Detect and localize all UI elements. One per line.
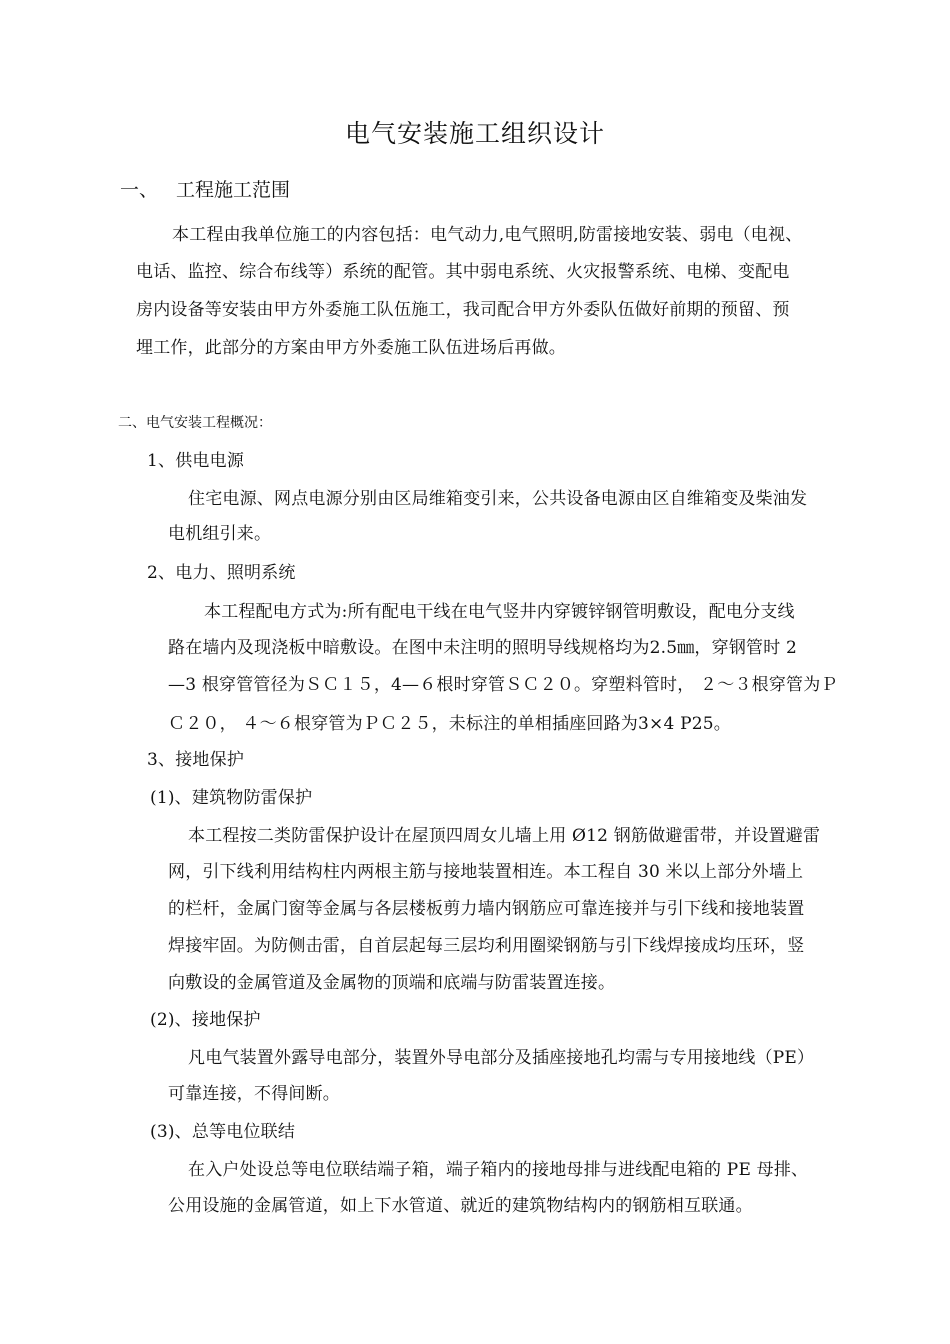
section-1-number: 一、 xyxy=(120,179,159,201)
document-title: 电气安装施工组织设计 xyxy=(344,119,605,148)
section-2-heading: 二、电气安装工程概况： xyxy=(118,415,272,431)
subsection-1-heading: 1、供电电源 xyxy=(147,451,245,471)
part-3-line-2: 公用设施的金属管道，如上下水管道、就近的建筑物结构内的钢筋相互联通。 xyxy=(168,1196,753,1216)
part-3-line-1: 在入户处设总等电位联结端子箱，端子箱内的接地母排与进线配电箱的 PE 母排、 xyxy=(188,1160,809,1180)
subsection-2-line-3: —3 根穿管管径为ＳＣ１５，4—６根时穿管ＳＣ２０。穿塑料管时， ２～３根穿管为Ｐ xyxy=(168,675,838,695)
subsection-2-heading: 2、电力、照明系统 xyxy=(147,563,296,583)
subsection-1-line-1: 住宅电源、网点电源分别由区局维箱变引来，公共设备电源由区自维箱变及柴油发 xyxy=(188,489,808,509)
section-1-line-3: 房内设备等安装由甲方外委施工队伍施工，我司配合甲方外委队伍做好前期的预留、预 xyxy=(136,300,790,320)
subsection-2-line-4: Ｃ２０， ４～６根穿管为ＰＣ２５，未标注的单相插座回路为3×4 P25。 xyxy=(168,714,731,734)
part-1-line-1: 本工程按二类防雷保护设计在屋顶四周女儿墙上用 Ø12 钢筋做避雷带，并设置避雷 xyxy=(188,826,821,846)
subsection-2-line-1: 本工程配电方式为:所有配电干线在电气竖井内穿镀锌钢管明敷设，配电分支线 xyxy=(204,602,795,622)
part-2-line-1: 凡电气装置外露导电部分，装置外导电部分及插座接地孔均需与专用接地线（PE） xyxy=(188,1048,815,1068)
part-2-heading: (2)、接地保护 xyxy=(150,1010,261,1030)
section-1-line-4: 埋工作，此部分的方案由甲方外委施工队伍进场后再做。 xyxy=(136,338,566,358)
subsection-1-line-2: 电机组引来。 xyxy=(168,524,272,544)
section-1-line-2: 电话、监控、综合布线等）系统的配管。其中弱电系统、火灾报警系统、电梯、变配电 xyxy=(136,262,790,282)
part-1-heading: (1)、建筑物防雷保护 xyxy=(150,788,313,808)
part-1-line-4: 焊接牢固。为防侧击雷，自首层起每三层均利用圈梁钢筋与引下线焊接成均压环，竖 xyxy=(168,936,805,956)
section-1-heading: 工程施工范围 xyxy=(176,179,291,201)
subsection-2-line-2: 路在墙内及现浇板中暗敷设。在图中未注明的照明导线规格均为2.5㎜，穿钢管时 2 xyxy=(168,638,798,658)
part-2-line-2: 可靠连接，不得间断。 xyxy=(168,1084,340,1104)
subsection-3-heading: 3、接地保护 xyxy=(147,750,245,770)
part-1-line-2: 网，引下线利用结构柱内两根主筋与接地装置相连。本工程自 30 米以上部分外墙上 xyxy=(168,862,804,882)
part-3-heading: (3)、总等电位联结 xyxy=(150,1122,296,1142)
section-1-line-1: 本工程由我单位施工的内容包括：电气动力,电气照明,防雷接地安装、弱电（电视、 xyxy=(172,225,803,245)
part-1-line-5: 向敷设的金属管道及金属物的顶端和底端与防雷装置连接。 xyxy=(168,973,616,993)
part-1-line-3: 的栏杆，金属门窗等金属与各层楼板剪力墙内钢筋应可靠连接并与引下线和接地装置 xyxy=(168,899,805,919)
